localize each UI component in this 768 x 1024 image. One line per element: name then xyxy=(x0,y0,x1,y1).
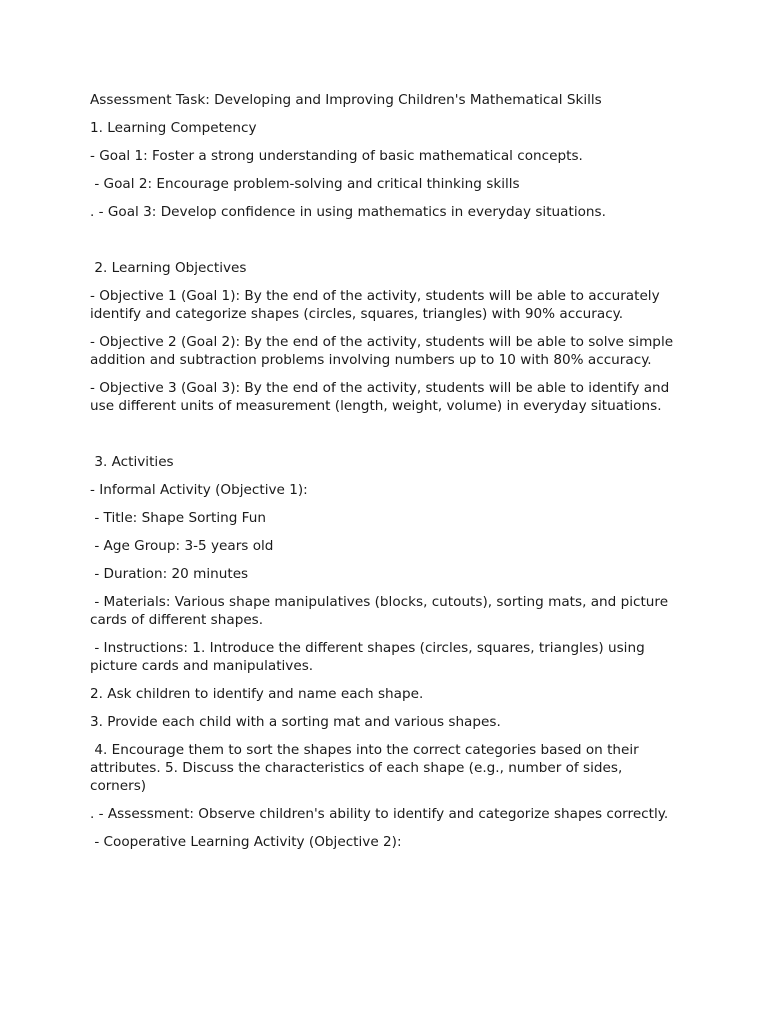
informal-activity-heading: - Informal Activity (Objective 1): xyxy=(90,482,308,498)
activity-materials: - Materials: Various shape manipulatives (blocks, cutouts), sorting mats, and picture cards of different shapes. xyxy=(90,594,673,628)
spacer xyxy=(90,425,678,453)
document-title: Assessment Task: Developing and Improving Children's Mathematical Skills xyxy=(90,92,602,108)
objectives-heading: 2. Learning Objectives xyxy=(90,260,247,276)
activities-heading: 3. Activities xyxy=(90,454,174,470)
activity-instructions: - Instructions: 1. Introduce the different shapes (circles, squares, triangles) using picture cards and manipulatives. xyxy=(90,640,650,674)
activity-step-4: 4. Encourage them to sort the shapes into the correct categories based on their attributes. 5. Discuss the characteristics of each shape (e.g., number of sides, corners) xyxy=(90,742,644,794)
goal-3: . - Goal 3: Develop confidence in using mathematics in everyday situations. xyxy=(90,204,606,220)
activity-age-group: - Age Group: 3-5 years old xyxy=(90,538,274,554)
objective-1: - Objective 1 (Goal 1): By the end of the activity, students will be able to accurately identify and categorize shapes (circles, squares, triangles) with 90% accuracy. xyxy=(90,288,664,322)
activity-title: - Title: Shape Sorting Fun xyxy=(90,510,266,526)
cooperative-activity-heading: - Cooperative Learning Activity (Objective 2): xyxy=(90,834,402,850)
goal-1: - Goal 1: Foster a strong understanding of basic mathematical concepts. xyxy=(90,148,583,164)
activity-duration: - Duration: 20 minutes xyxy=(90,566,249,582)
objective-3: - Objective 3 (Goal 3): By the end of the activity, students will be able to identify and use different units of measurement (length, weight, volume) in everyday situations. xyxy=(90,380,674,414)
goal-2: - Goal 2: Encourage problem-solving and critical thinking skills xyxy=(90,176,520,192)
activity-assessment: . - Assessment: Observe children's ability to identify and categorize shapes correctly. xyxy=(90,806,669,822)
objective-2: - Objective 2 (Goal 2): By the end of the activity, students will be able to solve simple addition and subtraction problems involving numbers up to 10 with 80% accuracy. xyxy=(90,334,678,368)
spacer xyxy=(90,231,678,259)
activity-step-3: 3. Provide each child with a sorting mat and various shapes. xyxy=(90,714,501,730)
activity-step-2: 2. Ask children to identify and name each shape. xyxy=(90,686,424,702)
competency-heading: 1. Learning Competency xyxy=(90,120,257,136)
